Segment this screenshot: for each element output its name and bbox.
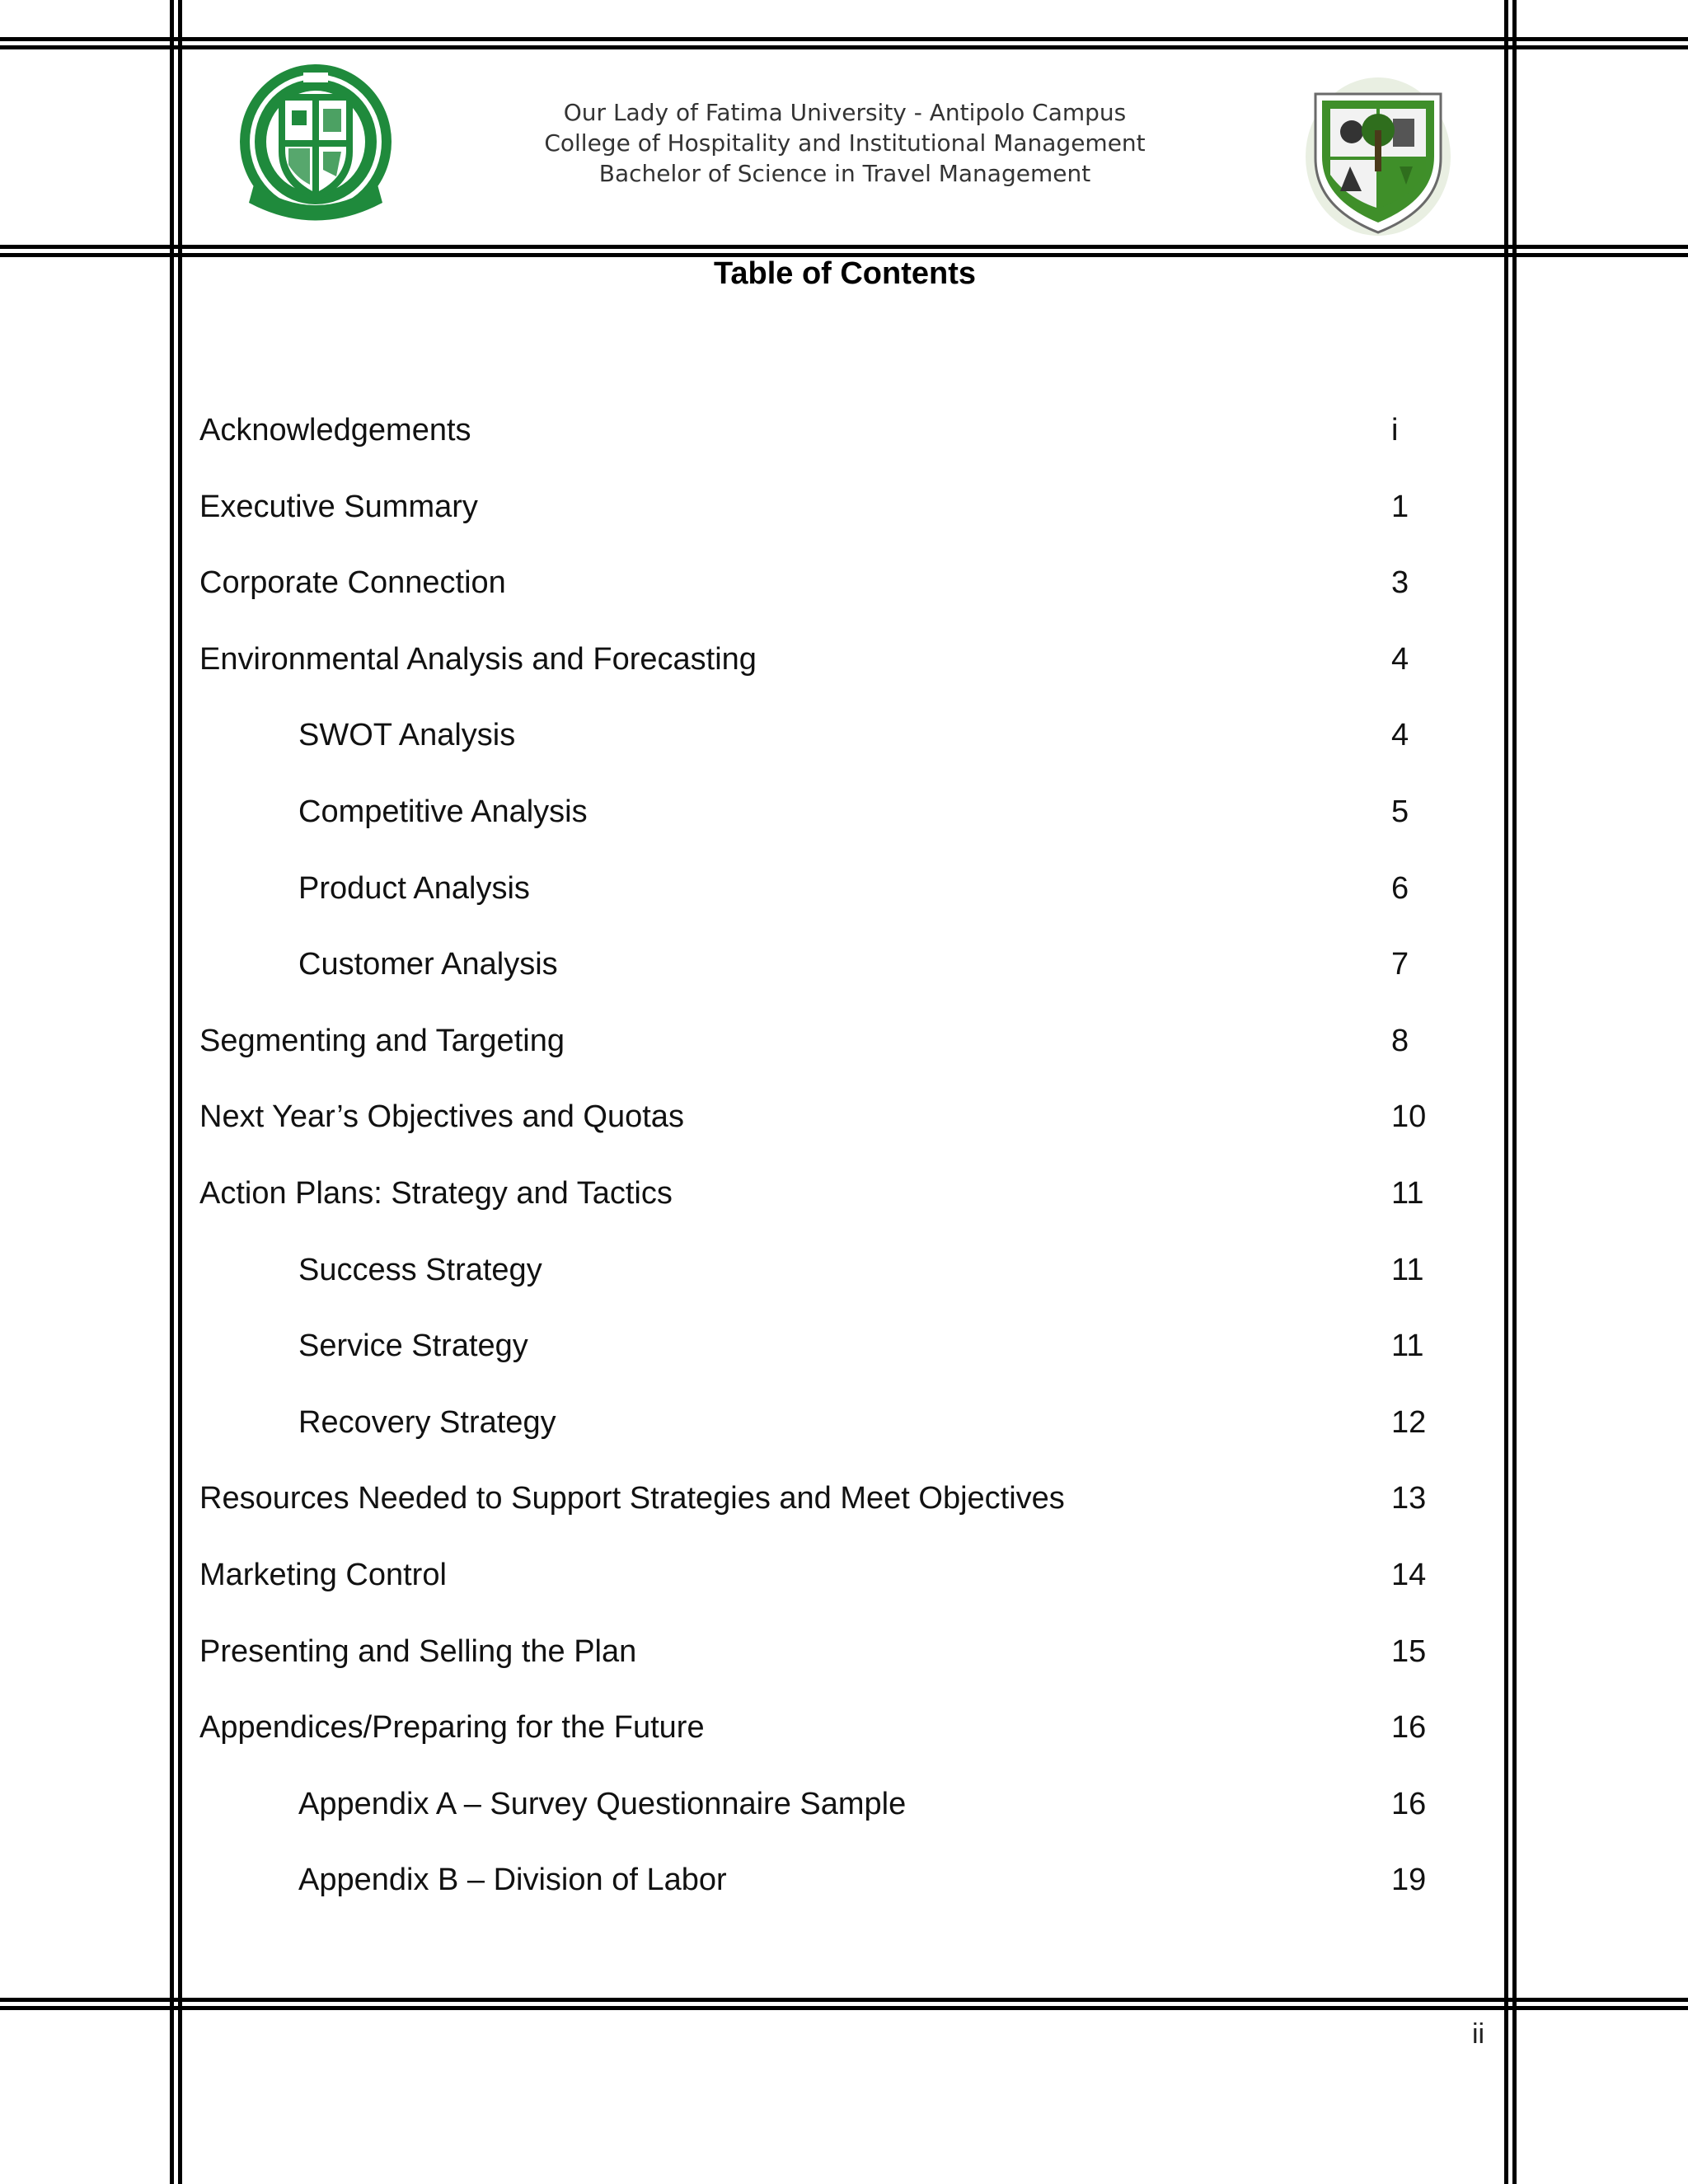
toc-entry <box>0 715 1688 756</box>
toc-entry-page: 16 <box>1391 1710 1427 1745</box>
footer-top-border-outer <box>0 1998 1688 2002</box>
toc-entry-label: Appendices/Preparing for the Future <box>199 1710 705 1745</box>
page-title: Table of Contents <box>713 256 977 291</box>
left-border-outer <box>170 0 174 2184</box>
toc-entry-label: Presenting and Selling the Plan <box>199 1634 637 1669</box>
footer-top-border-inner <box>0 2006 1688 2010</box>
toc-entry <box>0 639 1688 680</box>
toc-entry-label: Corporate Connection <box>199 565 506 600</box>
toc-entry <box>0 1478 1688 1519</box>
toc-entry-label: Recovery Strategy <box>298 1405 556 1440</box>
toc-entry <box>0 1020 1688 1062</box>
toc-entry <box>0 1707 1688 1748</box>
toc-entry-page: 10 <box>1391 1099 1427 1134</box>
toc-entry-page: 5 <box>1391 794 1409 829</box>
toc-entry-label: Success Strategy <box>298 1253 542 1287</box>
toc-entry-label: Resources Needed to Support Strategies and Meet Objectives <box>199 1481 1065 1516</box>
toc-entry-label: Executive Summary <box>199 490 478 524</box>
toc-entry-page: 6 <box>1391 871 1409 906</box>
program-name: Bachelor of Science in Travel Management <box>598 160 1091 187</box>
toc-entry <box>0 868 1688 909</box>
right-border-inner <box>1504 0 1508 2184</box>
toc-entry-page: 1 <box>1391 490 1409 524</box>
toc-entry-page: 19 <box>1391 1863 1427 1897</box>
toc-entry <box>0 1554 1688 1596</box>
footer-page-number: ii <box>1472 2018 1485 2050</box>
toc-entry <box>0 1249 1688 1291</box>
toc-entry-page: 14 <box>1391 1558 1427 1592</box>
toc-entry <box>0 1402 1688 1443</box>
header-bottom-border-outer <box>0 245 1688 249</box>
toc-entry <box>0 944 1688 985</box>
toc-entry-label: Action Plans: Strategy and Tactics <box>199 1176 673 1211</box>
left-border-inner <box>178 0 182 2184</box>
right-border-outer <box>1512 0 1517 2184</box>
toc-entry <box>0 1325 1688 1366</box>
university-name: Our Lady of Fatima University - Antipolo Campus <box>563 99 1127 126</box>
toc-entry-page: 12 <box>1391 1405 1427 1440</box>
toc-entry-label: Appendix A – Survey Questionnaire Sample <box>298 1787 907 1821</box>
header-text-block <box>462 97 1228 189</box>
toc-entry-page: 16 <box>1391 1787 1427 1821</box>
college-name: College of Hospitality and Institutional Management <box>544 129 1146 157</box>
toc-entry-page: 11 <box>1391 1329 1424 1363</box>
toc-entry-page: 3 <box>1391 565 1409 600</box>
toc-entry-page: 8 <box>1391 1024 1409 1058</box>
toc-entry-label: Appendix B – Division of Labor <box>298 1863 727 1897</box>
toc-entry-label: Competitive Analysis <box>298 794 588 829</box>
toc-entry-label: Customer Analysis <box>298 947 558 982</box>
toc-entry <box>0 1173 1688 1214</box>
header-top-border-inner <box>0 45 1688 49</box>
toc-entry <box>0 791 1688 832</box>
toc-entry-page: 7 <box>1391 947 1409 982</box>
toc-entry-label: Service Strategy <box>298 1329 528 1363</box>
toc-entry-label: Marketing Control <box>199 1558 447 1592</box>
toc-entry-label: SWOT Analysis <box>298 718 516 752</box>
toc-entry <box>0 1631 1688 1672</box>
toc-entry-label: Environmental Analysis and Forecasting <box>199 642 757 677</box>
toc-entry <box>0 410 1688 451</box>
toc-entry <box>0 1859 1688 1900</box>
college-crest-logo <box>1304 76 1452 237</box>
toc-entry-label: Next Year’s Objectives and Quotas <box>199 1099 684 1134</box>
toc-entry <box>0 1096 1688 1137</box>
toc-entry-page: 4 <box>1391 642 1409 677</box>
toc-entry-page: 13 <box>1391 1481 1427 1516</box>
toc-entry-page: 11 <box>1391 1176 1424 1211</box>
university-seal-logo <box>237 61 394 231</box>
toc-entry-label: Product Analysis <box>298 871 530 906</box>
toc-entry-label: Acknowledgements <box>199 413 471 448</box>
toc-entry-page: i <box>1391 413 1399 448</box>
toc-entry <box>0 562 1688 603</box>
toc-entry-page: 15 <box>1391 1634 1427 1669</box>
header-top-border-outer <box>0 37 1688 41</box>
toc-entry-label: Segmenting and Targeting <box>199 1024 565 1058</box>
toc-entry-page: 4 <box>1391 718 1409 752</box>
toc-entry-page: 11 <box>1391 1253 1424 1287</box>
toc-entry <box>0 1783 1688 1825</box>
toc-entry <box>0 486 1688 527</box>
